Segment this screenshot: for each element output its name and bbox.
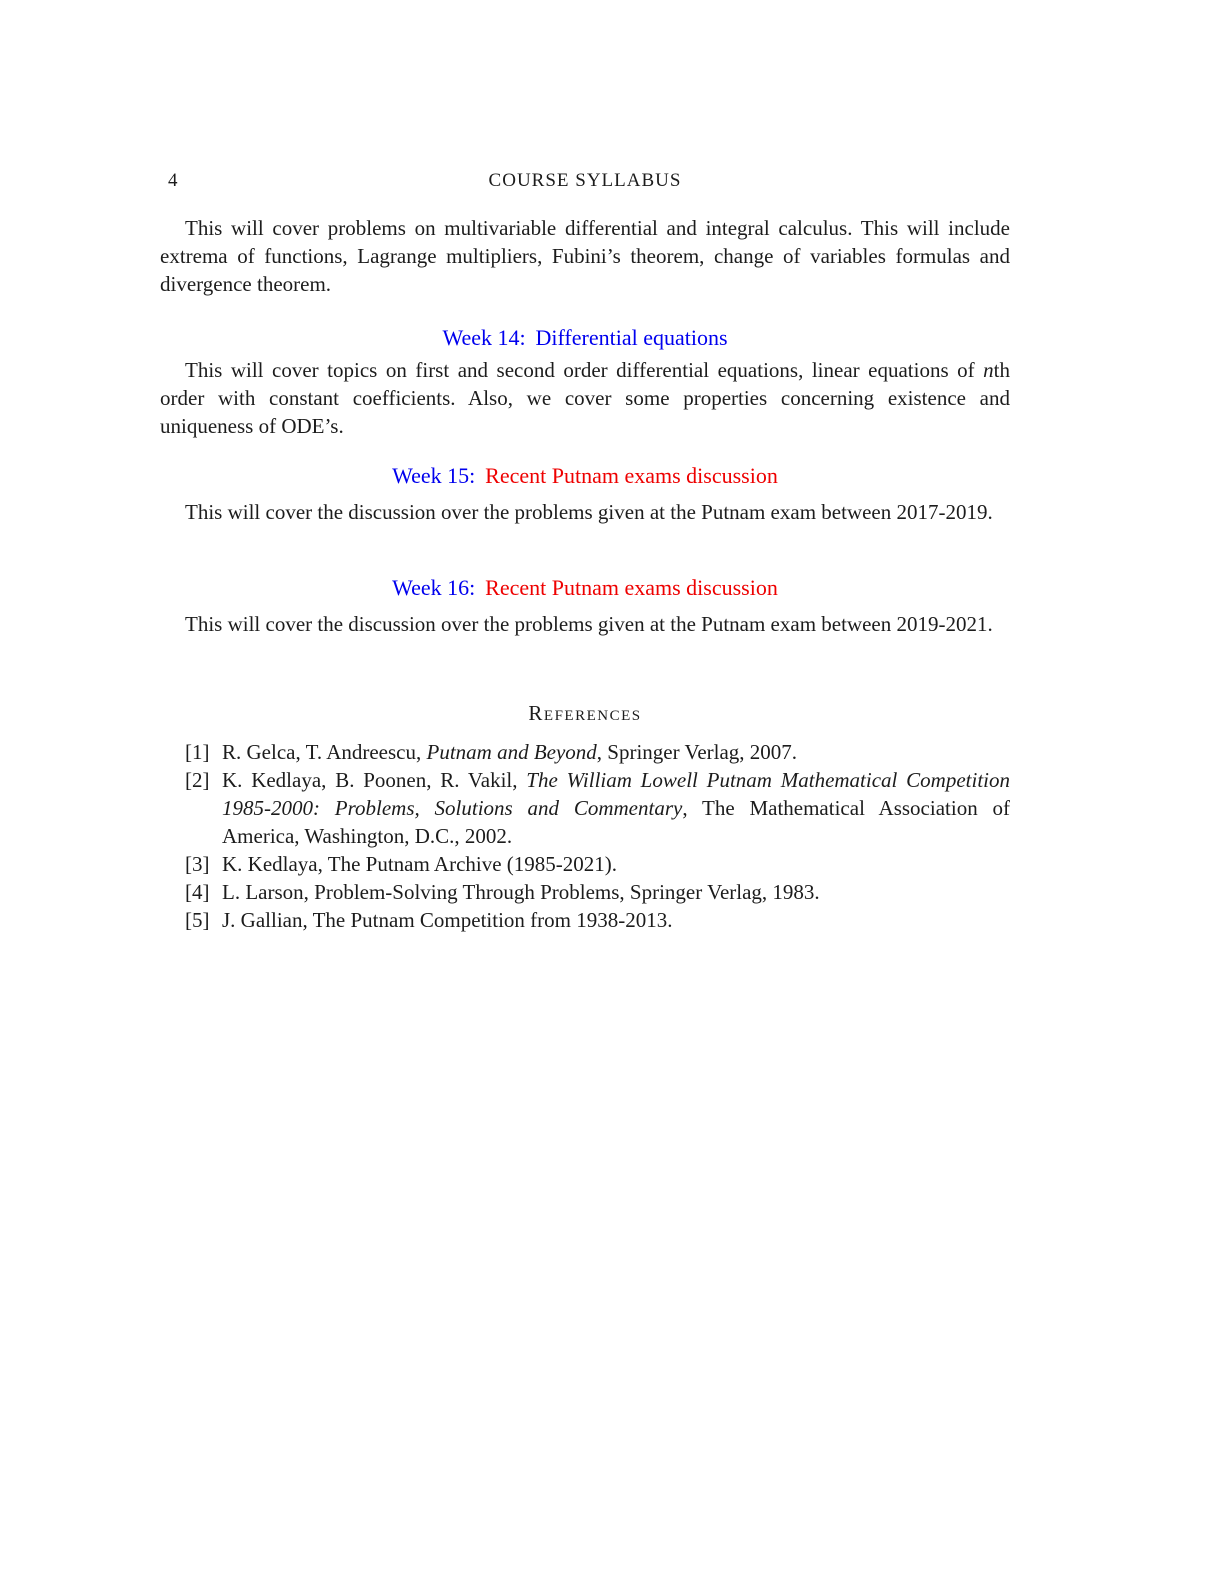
week-14-title: Differential equations xyxy=(535,325,728,350)
week-15-label: Week 15: xyxy=(392,463,476,488)
reference-item xyxy=(160,850,1010,878)
page-number: 4 xyxy=(168,170,178,191)
references-heading: References xyxy=(528,701,642,725)
paragraph-putnam-2019-2021: This will cover the discussion over the problems given at the Putnam exam between 2019-2021. xyxy=(185,612,993,636)
reference-label: [1] xyxy=(185,740,210,764)
week-16-heading xyxy=(160,574,1010,602)
text-block xyxy=(160,170,1010,934)
paragraph-multivariable-calculus: This will cover problems on multivariable differential and integral calculus. This will include extrema of functions, Lagrange multipliers, Fubini’s theorem, change of variables formulas and divergence theorem. xyxy=(160,216,1010,296)
reference-text: K. Kedlaya, B. Poonen, R. Vakil, xyxy=(222,768,527,792)
reference-text: R. Gelca, T. Andreescu, xyxy=(222,740,427,764)
running-header xyxy=(160,170,1010,192)
reference-title-italic: Putnam and Beyond xyxy=(426,740,597,764)
references-list xyxy=(160,738,1010,934)
paragraph-putnam-2017-2019: This will cover the discussion over the problems given at the Putnam exam between 2017-2019. xyxy=(185,500,993,524)
week-14-paragraph-part2: th order with constant coefficients. Also, we cover some properties concerning existence and uniqueness of ODE’s. xyxy=(160,358,1010,438)
reference-label: [2] xyxy=(185,768,210,792)
reference-text: J. Gallian, The Putnam Competition from 1938-2013. xyxy=(222,908,673,932)
reference-title-italic: The William Lowell Putnam Mathematical Competition 1985-2000: Problems, Solutions and Commentary xyxy=(222,768,1010,820)
reference-item xyxy=(160,766,1010,850)
reference-label: [4] xyxy=(185,880,210,904)
reference-label: [5] xyxy=(185,908,210,932)
reference-label: [3] xyxy=(185,852,210,876)
reference-item xyxy=(160,878,1010,906)
week-14-paragraph-part1: This will cover topics on first and second order differential equations, linear equations of xyxy=(185,358,984,382)
week-16-label: Week 16: xyxy=(392,575,476,600)
math-variable-n: n xyxy=(983,358,994,382)
week-16-title: Recent Putnam exams discussion xyxy=(485,575,778,600)
reference-item xyxy=(160,738,1010,766)
reference-item xyxy=(160,906,1010,934)
week-14-label: Week 14: xyxy=(442,325,526,350)
paragraph-differential-equations xyxy=(160,356,1010,440)
reference-text: L. Larson, Problem-Solving Through Problems, Springer Verlag, 1983. xyxy=(222,880,820,904)
reference-text: , Springer Verlag, 2007. xyxy=(596,740,798,764)
running-title: COURSE SYLLABUS xyxy=(488,170,682,191)
week-15-heading xyxy=(160,462,1010,490)
reference-text: K. Kedlaya, The Putnam Archive (1985-2021). xyxy=(222,852,618,876)
reference-text: , The Mathematical Association of America, Washington, D.C., 2002. xyxy=(222,796,1010,848)
week-15-title: Recent Putnam exams discussion xyxy=(485,463,778,488)
week-14-heading xyxy=(160,324,1010,352)
